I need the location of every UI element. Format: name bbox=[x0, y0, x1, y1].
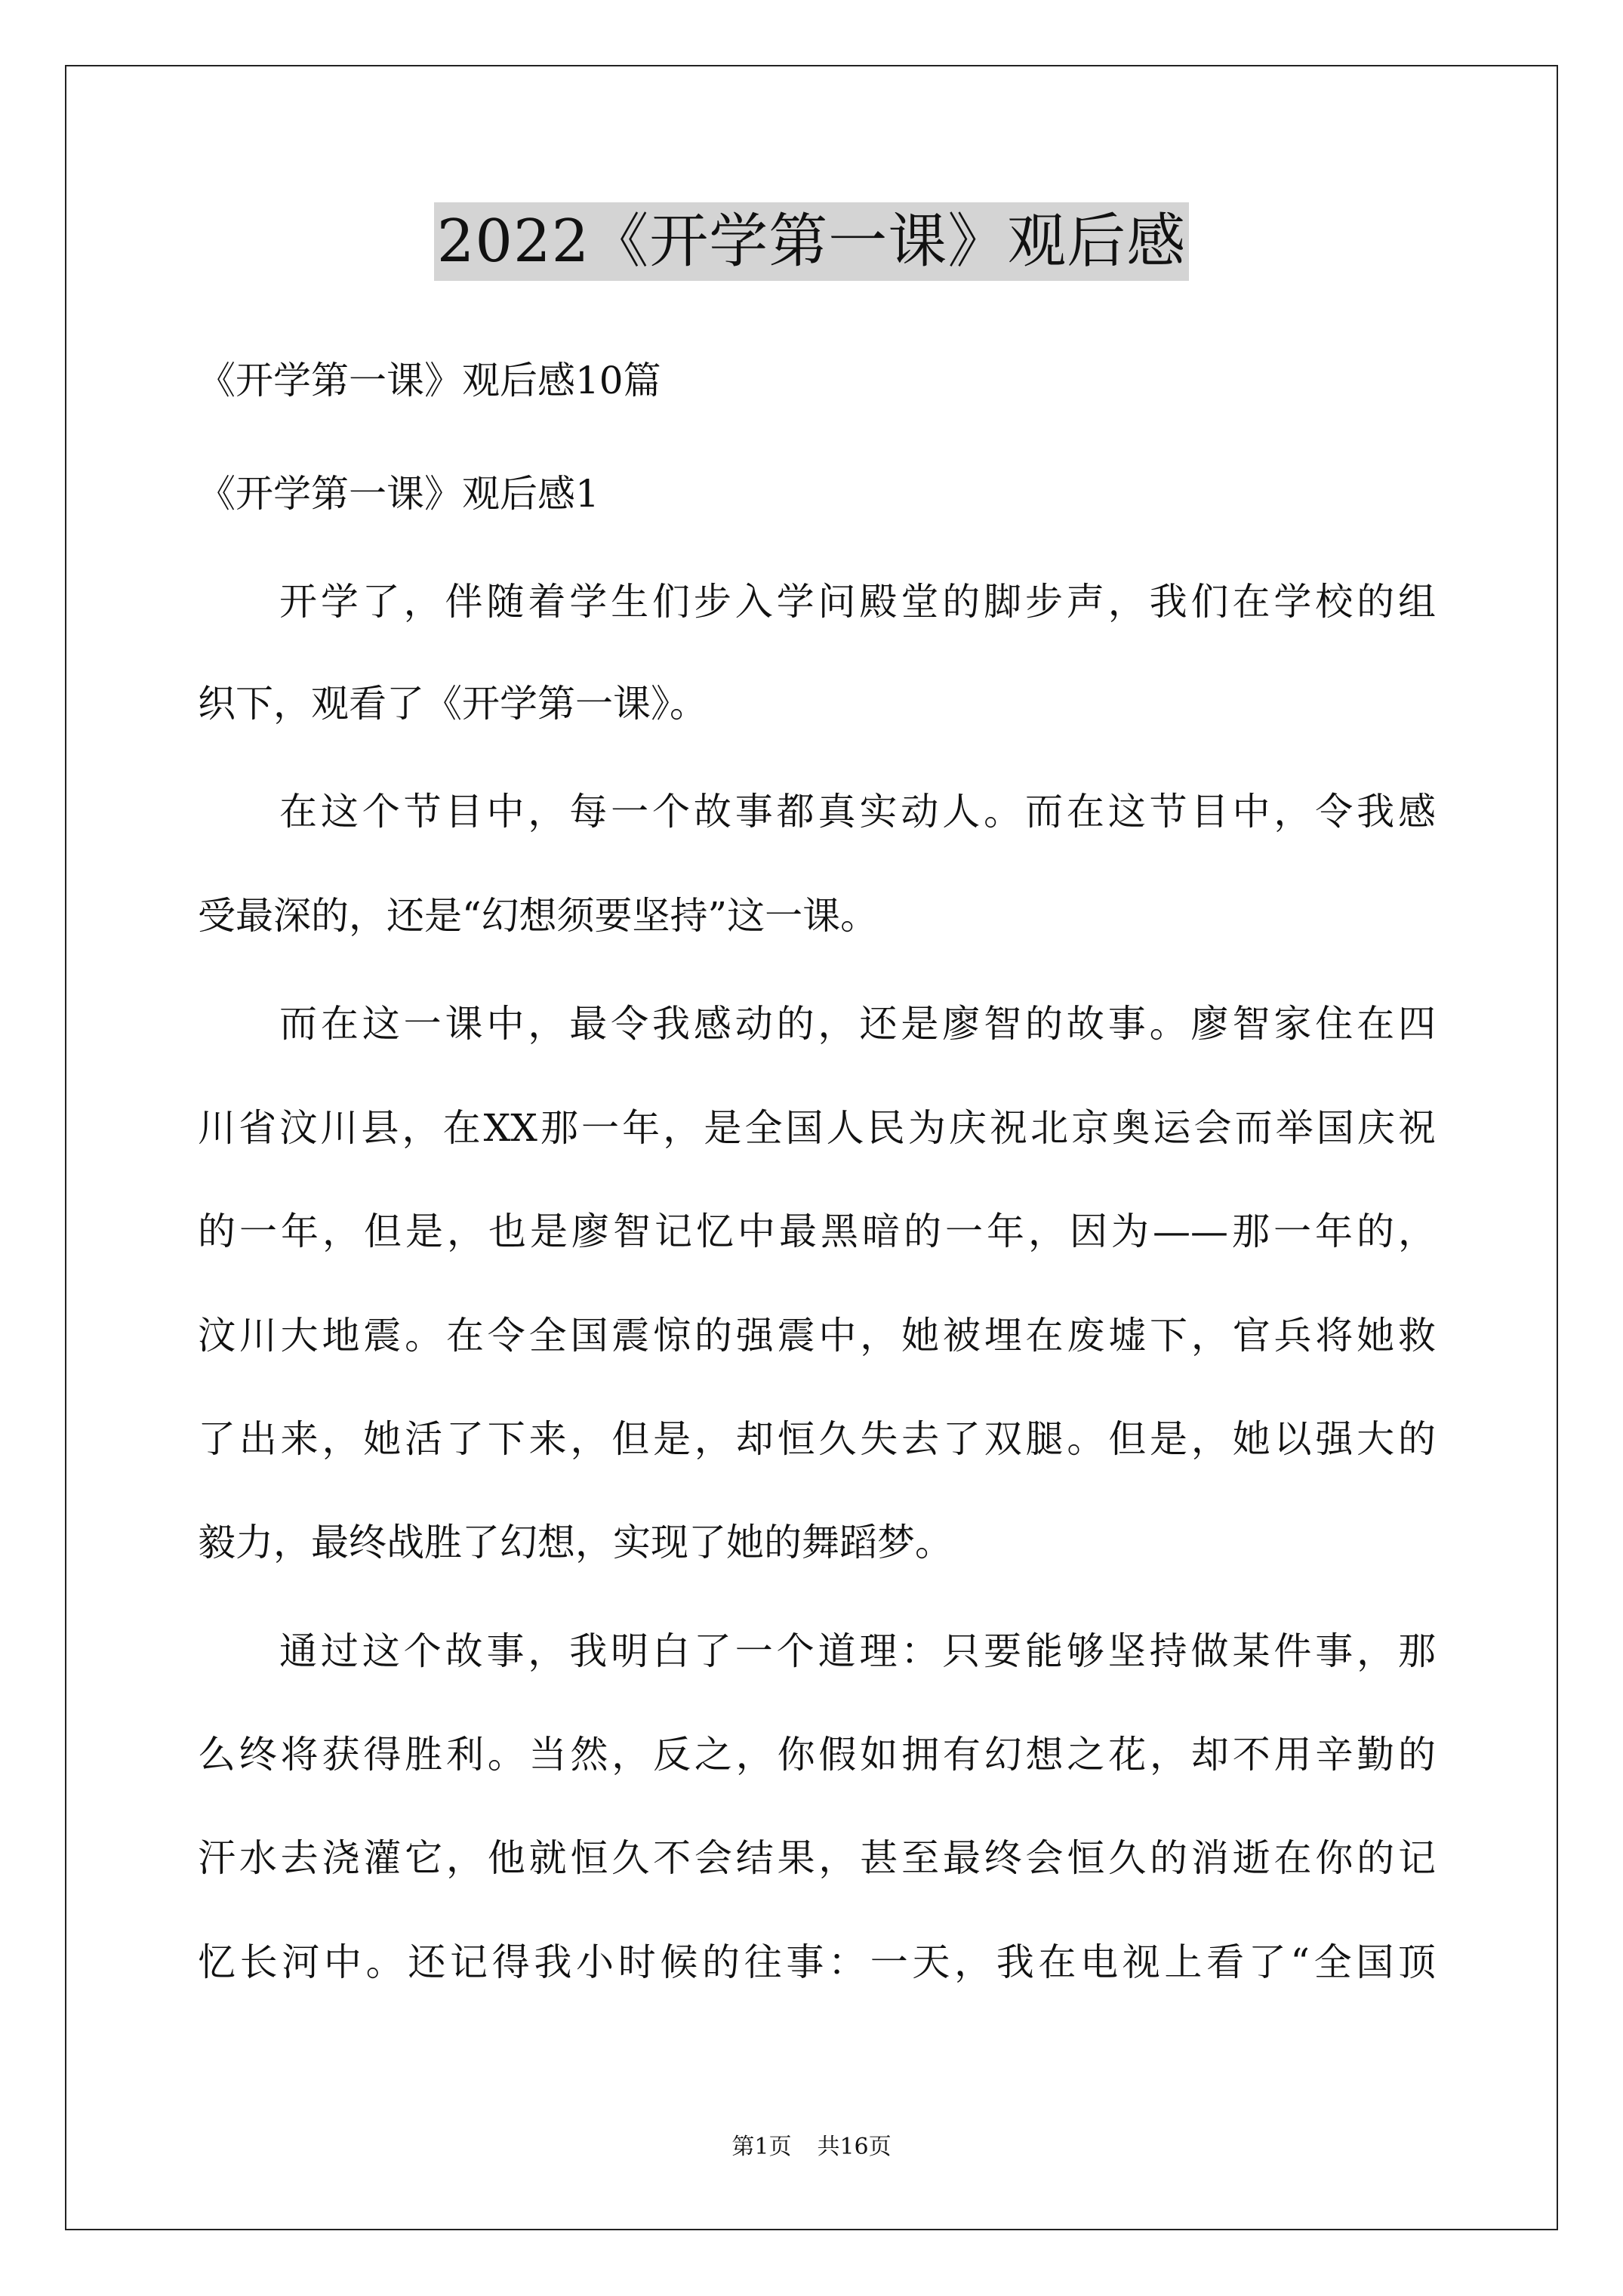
paragraph-line: 的一年，但是，也是廖智记忆中最黑暗的一年，因为——那一年的， bbox=[198, 1210, 1436, 1253]
paragraph-line: 通过这个故事，我明白了一个道理：只要能够坚持做某件事，那 bbox=[279, 1629, 1436, 1673]
paragraph-line: 么终将获得胜利。当然，反之，你假如拥有幻想之花，却不用辛勤的 bbox=[198, 1733, 1436, 1777]
paragraph-line: 川省汶川县，在XX那一年，是全国人民为庆祝北京奥运会而举国庆祝 bbox=[198, 1106, 1436, 1150]
paragraph-line: 开学了，伴随着学生们步入学问殿堂的脚步声，我们在学校的组 bbox=[279, 580, 1436, 624]
paragraph-line: 了出来，她活了下来，但是，却恒久失去了双腿。但是，她以强大的 bbox=[198, 1417, 1436, 1461]
paragraph-line: 而在这一课中，最令我感动的，还是廖智的故事。廖智家住在四 bbox=[279, 1002, 1436, 1046]
page-number: 第1页 bbox=[731, 2134, 792, 2160]
paragraph-line: 汶川大地震。在令全国震惊的强震中，她被埋在废墟下，官兵将她救 bbox=[198, 1314, 1436, 1358]
paragraph-line: 毅力，最终战胜了幻想，实现了她的舞蹈梦。 bbox=[198, 1521, 953, 1564]
paragraph-line: 汗水去浇灌它，他就恒久不会结果，甚至最终会恒久的消逝在你的记 bbox=[198, 1836, 1436, 1880]
document-title: 2022《开学第一课》观后感 bbox=[434, 202, 1190, 281]
subtitle: 《开学第一课》观后感10篇 bbox=[198, 359, 661, 402]
paragraph-line: 忆长河中。还记得我小时候的往事：一天，我在电视上看了“全国顶 bbox=[198, 1940, 1436, 1984]
page-total: 共16页 bbox=[817, 2134, 892, 2160]
paragraph-line: 受最深的，还是“幻想须要坚持”这一课。 bbox=[198, 894, 879, 938]
paragraph-line: 在这个节目中，每一个故事都真实动人。而在这节目中，令我感 bbox=[279, 790, 1436, 834]
page-footer bbox=[0, 2132, 1623, 2162]
section-heading: 《开学第一课》观后感1 bbox=[198, 472, 599, 516]
paragraph-line: 织下，观看了《开学第一课》。 bbox=[198, 682, 707, 726]
title-wrap bbox=[0, 202, 1623, 281]
